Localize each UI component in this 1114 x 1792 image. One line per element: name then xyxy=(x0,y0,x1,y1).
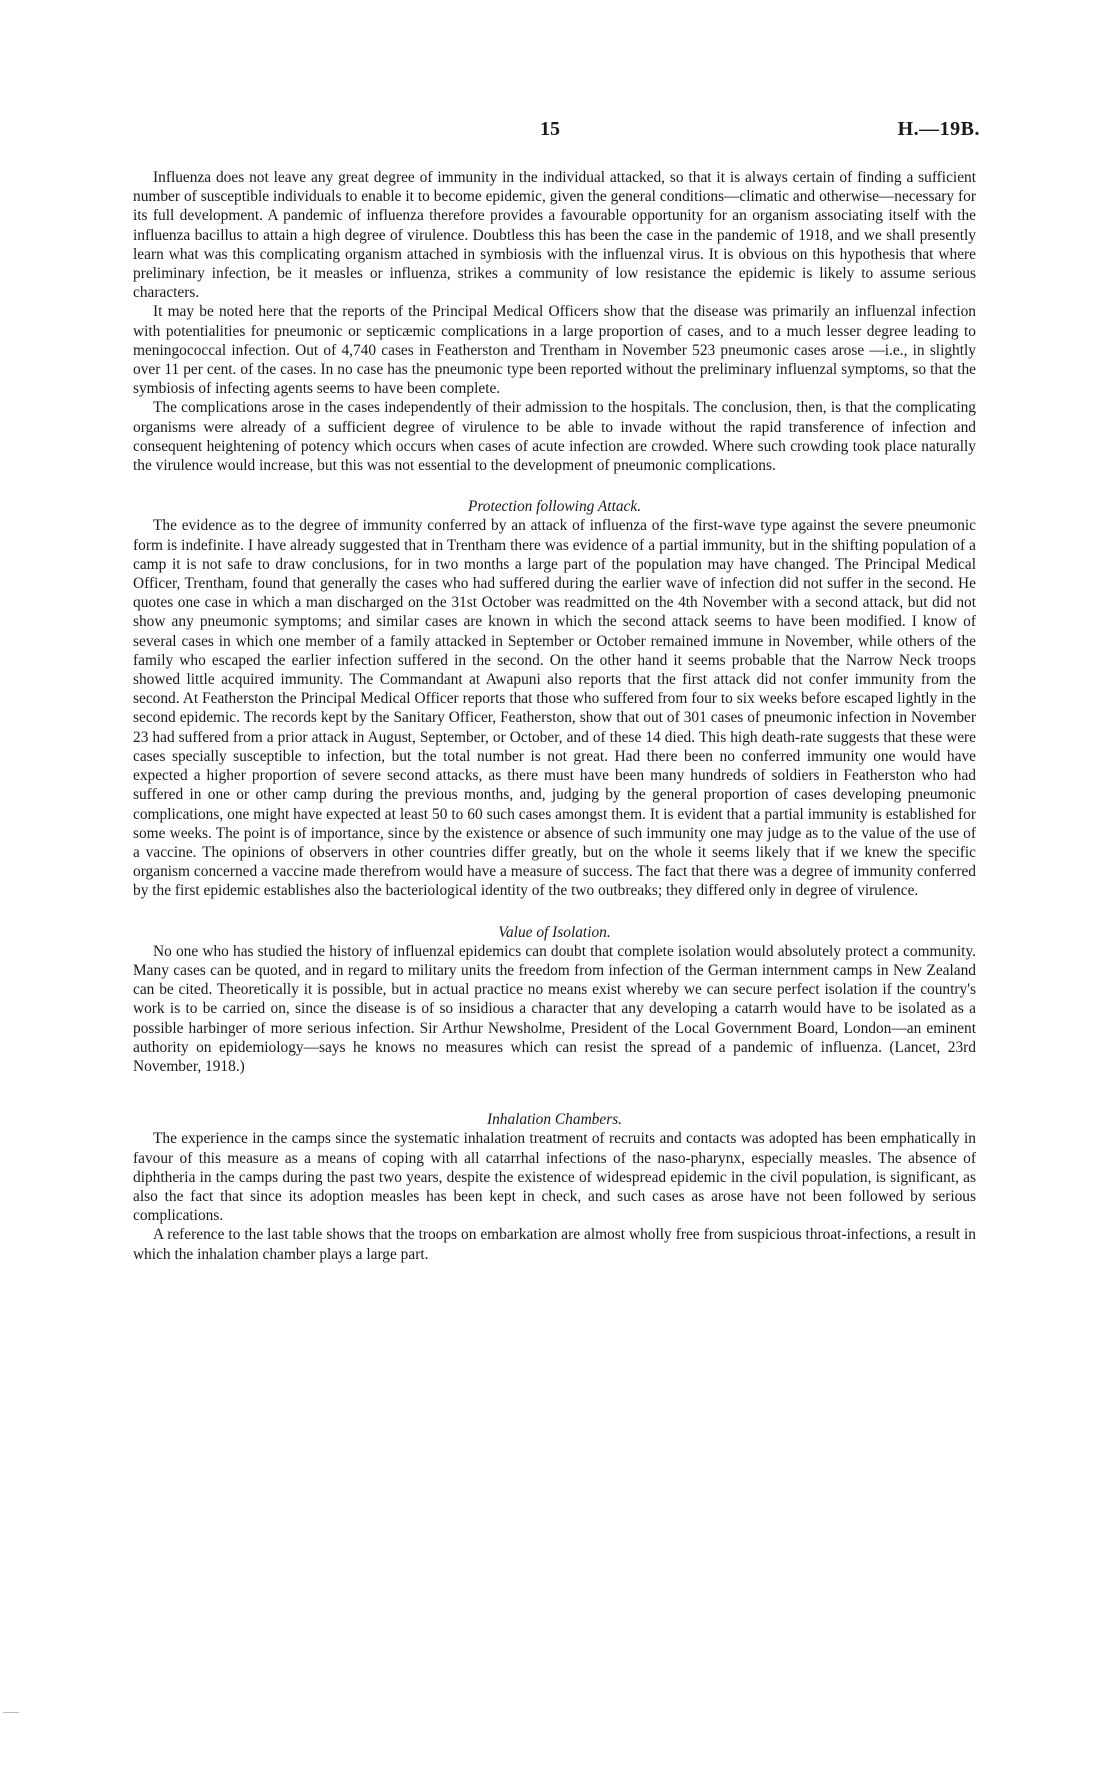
section-value-of-isolation xyxy=(133,923,976,1077)
body-paragraph: A reference to the last table shows that the troops on embarkation are almost wholly free from suspicious throat-infections, a result in which the inhalation chamber plays a large part. xyxy=(133,1226,976,1263)
section-spacer xyxy=(133,475,976,497)
body-paragraph: No one who has studied the history of influenzal epidemics can doubt that complete isolation would absolutely protect a community. Many cases can be quoted, and in regard to military units the freedom from infection of the German internment camps in New Zealand can be cited. Theoretically it is possible, but in actual practice no means exist whereby we can secure perfect isolation if the country's work is to be carried on, since the disease is of so insidious a character that any developing a catarrh would have to be isolated as a possible harbinger of more serious infection. Sir Arthur Newsholme, President of the Local Government Board, London—an eminent authority on epidemiology—says he knows no measures which can resist the spread of a pandemic of influenza. (Lancet, 23rd November, 1918.) xyxy=(133,942,976,1075)
section-heading: Value of Isolation. xyxy=(498,923,611,941)
section-spacer xyxy=(133,901,976,923)
section-heading: Inhalation Chambers. xyxy=(486,1111,623,1129)
section-inhalation-chambers xyxy=(133,1110,976,1264)
document-body xyxy=(133,168,976,1264)
scan-margin-mark xyxy=(3,1712,19,1713)
body-paragraph: The experience in the camps since the systematic inhalation treatment of recruits and contacts was adopted has been emphatically in favour of this measure as a means of coping with all catarrhal infections of the naso-pharynx, especially measles. The absence of diphtheria in the camps during the past two years, despite the existence of widespread epidemic in the civil population, is significant, as also the fact that since its adoption measles has been kept in check, and such cases as arose have not been followed by serious complications. xyxy=(133,1130,976,1225)
body-paragraph: It may be noted here that the reports of the Principal Medical Officers show that the disease was primarily an influenzal infection with potentialities for pneumonic or septicæmic complications in a large proportion of cases, and to a much lesser degree leading to meningococcal infection. Out of 4,740 cases in Featherston and Trentham in November 523 pneumonic cases arose —i.e., in slightly over 11 per cent. of the cases. In no case has the pneumonic type been reported without the preliminary influenzal symptoms, so that the symbiosis of infecting agents seems to have been complete. xyxy=(133,303,976,398)
section-heading: Protection following Attack. xyxy=(467,498,642,516)
body-paragraph: The evidence as to the degree of immunity conferred by an attack of influenza of the first-wave type against the severe pneumonic form is indefinite. I have already suggested that in Trentham there was evidence of a partial immunity, but in the shifting population of a camp it is not safe to draw conclusions, for in two months a large part of the population may have changed. The Principal Medical Officer, Trentham, found that generally the cases who had suffered during the earlier wave of infection did not suffer in the second. He quotes one case in which a man discharged on the 31st October was readmitted on the 4th November with a second attack, but did not show any pneumonic symptoms; and similar cases are known in which the second attack seems to have been modified. I know of several cases in which one member of a family attacked in September or October remained immune in November, while others of the family who escaped the earlier infection suffered in the second. On the other hand it seems probable that the Narrow Neck troops showed little acquired immunity. The Commandant at Awapuni also reports that the first attack did not confer immunity from the second. At Featherston the Principal Medical Officer reports that those who suffered from four to six weeks before escaped lightly in the second epidemic. The records kept by the Sanitary Officer, Featherston, show that out of 301 cases of pneumonic infection in November 23 had suffered from a prior attack in August, September, or October, and of these 14 died. This high death-rate suggests that these were cases specially susceptible to infection, but the total number is not great. Had there been no conferred immunity one would have expected a higher proportion of severe second attacks, as there must have been many hundreds of soldiers in Featherston who had suffered in one or other camp during the previous months, and, judging by the general proportion of cases developing pneumonic complications, one might have expected at least 50 to 60 such cases amongst them. It is evident that a partial immunity is established for some weeks. The point is of importance, since by the existence or absence of such immunity one may judge as to the value of the use of a vaccine. The opinions of observers in other countries differ greatly, but on the whole it seems likely that if we knew the specific organism concerned a vaccine made therefrom would have a measure of success. The fact that there was a degree of immunity conferred by the first epidemic establishes also the bacteriological identity of the two outbreaks; they differed only in degree of virulence. xyxy=(133,517,976,900)
page-number: 15 xyxy=(540,118,560,140)
document-reference: H.—19B. xyxy=(897,118,980,140)
page-header xyxy=(170,118,980,148)
section-spacer xyxy=(133,1076,976,1110)
section-introduction xyxy=(133,168,976,475)
section-protection-following-attack xyxy=(133,497,976,900)
body-paragraph: The complications arose in the cases independently of their admission to the hospitals. The conclusion, then, is that the complicating organisms were already of a sufficient degree of virulence to be able to invade without the rapid transference of infection and consequent heightening of potency which occurs when cases of acute infection are crowded. Where such crowding took place naturally the virulence would increase, but this was not essential to the development of pneumonic complications. xyxy=(133,399,976,475)
body-paragraph: Influenza does not leave any great degree of immunity in the individual attacked, so that it is always certain of finding a sufficient number of susceptible individuals to enable it to become epidemic, given the general conditions—climatic and otherwise—necessary for its full development. A pandemic of influenza therefore provides a favourable opportunity for an organism associating itself with the influenza bacillus to attain a high degree of virulence. Doubtless this has been the case in the pandemic of 1918, and we shall presently learn what was this complicating organism attached in symbiosis with the influenzal virus. It is obvious on this hypothesis that where preliminary infection, be it measles or influenza, strikes a community of low resistance the epidemic is likely to assume serious characters. xyxy=(133,169,976,302)
